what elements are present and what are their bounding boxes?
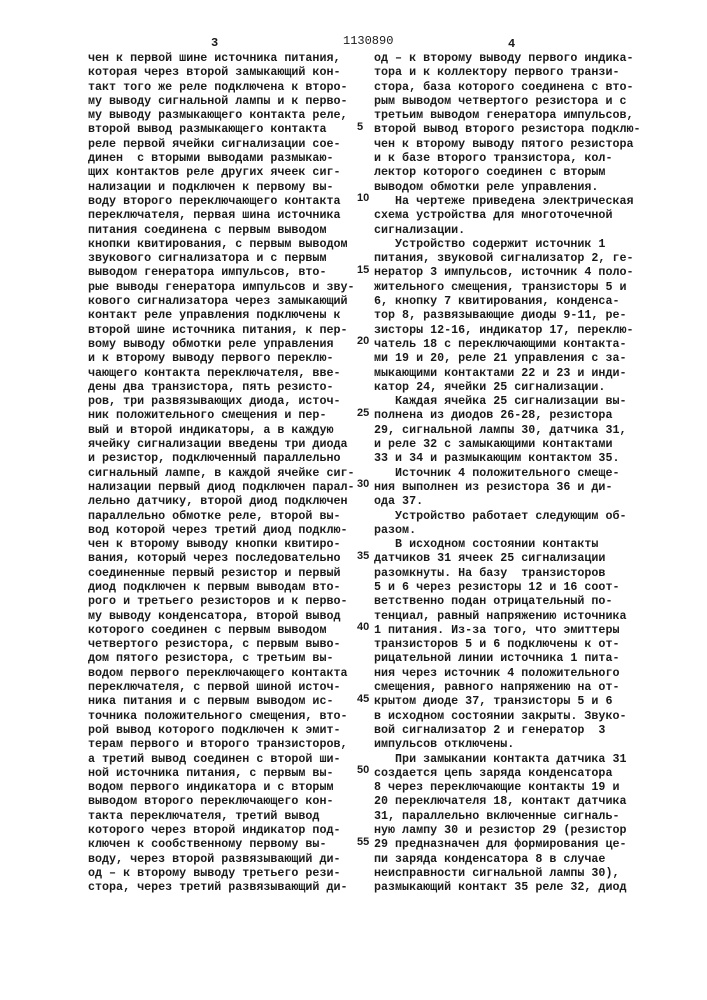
text-line: лектор которого соединен с вторым [374, 165, 641, 179]
text-line: мыкающими контактами 22 и 23 и инди- [374, 366, 641, 380]
text-line: вод которой через третий диод подклю- [88, 523, 355, 537]
text-line: 1 питания. Из-за того, что эмиттеры [374, 623, 641, 637]
text-line: контакт реле управления подключены к [88, 308, 355, 322]
text-line: му выводу размыкающего контакта реле, [88, 108, 355, 122]
text-line: ния выполнен из резистора 36 и ди- [374, 480, 641, 494]
text-line: рицательной линии источника 1 пита- [374, 651, 641, 665]
line-number: 35 [357, 550, 369, 562]
text-line: Источник 4 положительного смеще- [374, 466, 641, 480]
patent-number: 1130890 [343, 34, 393, 48]
line-number: 25 [357, 407, 369, 419]
text-line: разомкнуты. На базу транзисторов [374, 566, 641, 580]
text-line: параллельно обмотке реле, второй вы- [88, 509, 355, 523]
text-line: второй шине источника питания, к пер- [88, 323, 355, 337]
page-number-right: 4 [508, 37, 515, 51]
text-line: Устройство работает следующим об- [374, 509, 641, 523]
text-line: диод подключен к первым выводам вто- [88, 580, 355, 594]
text-line: нератор 3 импульсов, источник 4 поло- [374, 265, 641, 279]
line-number: 20 [357, 335, 369, 347]
text-line: му выводу сигнальной лампы и к перво- [88, 94, 355, 108]
text-line: вой сигнализатор 2 и генератор 3 [374, 723, 641, 737]
text-line: третьим выводом генератора импульсов, [374, 108, 641, 122]
text-line: нализации первый диод подключен парал- [88, 480, 355, 494]
text-line: рые выводы генератора импульсов и зву- [88, 280, 355, 294]
text-line: вания, который через последовательно [88, 551, 355, 565]
text-line: питания соединена с первым выводом [88, 223, 355, 237]
text-line: размыкающий контакт 35 реле 32, диод [374, 880, 641, 894]
text-line: и резистор, подключенный параллельно [88, 451, 355, 465]
text-line: чающего контакта переключателя, вве- [88, 366, 355, 380]
text-line: нализации и подключен к первому вы- [88, 180, 355, 194]
text-line: зисторы 12-16, индикатор 17, переклю- [374, 323, 641, 337]
text-line: и реле 32 с замыкающими контактами [374, 437, 641, 451]
text-line: му выводу конденсатора, второй вывод [88, 609, 355, 623]
text-line: дены два транзистора, пять резисто- [88, 380, 355, 394]
text-line: сигнализации. [374, 223, 641, 237]
text-line: 6, кнопку 7 квитирования, конденса- [374, 294, 641, 308]
text-line: которого соединен с первым выводом [88, 623, 355, 637]
text-line: ную лампу 30 и резистор 29 (резистор [374, 823, 641, 837]
text-line: рым выводом четвертого резистора и с [374, 94, 641, 108]
text-line: разом. [374, 523, 641, 537]
text-line: импульсов отключены. [374, 737, 641, 751]
text-line: чен к второму выводу пятого резистора [374, 137, 641, 151]
text-line: датчиков 31 ячеек 25 сигнализации [374, 551, 641, 565]
text-line: Устройство содержит источник 1 [374, 237, 641, 251]
line-number: 5 [357, 121, 363, 133]
text-line: од – к второму выводу третьего рези- [88, 866, 355, 880]
text-line: ров, три развязывающих диода, источ- [88, 394, 355, 408]
text-line: которого через второй индикатор под- [88, 823, 355, 837]
text-line: пи заряда конденсатора 8 в случае [374, 852, 641, 866]
text-line: схема устройства для многоточечной [374, 208, 641, 222]
text-line: На чертеже приведена электрическая [374, 194, 641, 208]
text-line: четвертого резистора, с первым выво- [88, 637, 355, 651]
text-line: водом первого индикатора и с вторым [88, 780, 355, 794]
page-number-left: 3 [211, 36, 218, 50]
text-line: рой вывод которого подключен к эмит- [88, 723, 355, 737]
text-line: в исходном состоянии закрыты. Звуко- [374, 709, 641, 723]
text-line: переключателя, с первой шиной источ- [88, 680, 355, 694]
text-line: ветственно подан отрицательный по- [374, 594, 641, 608]
text-line: выводом обмотки реле управления. [374, 180, 641, 194]
text-line: щих контактов реле других ячеек сиг- [88, 165, 355, 179]
line-number: 40 [357, 621, 369, 633]
text-line: второй вывод второго резистора подклю- [374, 122, 641, 136]
text-line: сигнальный лампе, в каждой ячейке сиг- [88, 466, 355, 480]
line-number: 15 [357, 264, 369, 276]
text-line: ной источника питания, с первым вы- [88, 766, 355, 780]
text-line: выводом второго переключающего кон- [88, 794, 355, 808]
line-number: 45 [357, 693, 369, 705]
text-line: 8 через переключающие контакты 19 и [374, 780, 641, 794]
text-line: чатель 18 с переключающими контакта- [374, 337, 641, 351]
text-line: 31, параллельно включенные сигналь- [374, 809, 641, 823]
text-line: ник положительного смещения и пер- [88, 408, 355, 422]
text-line: и к базе второго транзистора, кол- [374, 151, 641, 165]
text-line: выводом генератора импульсов, вто- [88, 265, 355, 279]
text-line: вый и второй индикаторы, а в каждую [88, 423, 355, 437]
text-line: питания, звуковой сигнализатор 2, ге- [374, 251, 641, 265]
text-line: кового сигнализатора через замыкающий [88, 294, 355, 308]
text-line: ника питания и с первым выводом ис- [88, 694, 355, 708]
text-line: стора, база которого соединена с вто- [374, 80, 641, 94]
text-line: ния через источник 4 положительного [374, 666, 641, 680]
left-column [88, 51, 355, 895]
text-line: 5 и 6 через резисторы 12 и 16 соот- [374, 580, 641, 594]
text-line: такт того же реле подключена к второ- [88, 80, 355, 94]
text-line: смещения, равного напряжению на от- [374, 680, 641, 694]
text-line: 33 и 34 и размыкающим контактом 35. [374, 451, 641, 465]
text-line: ключен к сообственному первому вы- [88, 837, 355, 851]
text-line: чен к второму выводу кнопки квитиро- [88, 537, 355, 551]
text-line: звукового сигнализатора и с первым [88, 251, 355, 265]
text-line: воду второго переключающего контакта [88, 194, 355, 208]
line-number: 50 [357, 764, 369, 776]
text-line: и к второму выводу первого переклю- [88, 351, 355, 365]
text-line: динен с вторыми выводами размыкаю- [88, 151, 355, 165]
text-line: а третий вывод соединен с второй ши- [88, 752, 355, 766]
text-line: реле первой ячейки сигнализации сое- [88, 137, 355, 151]
text-line: тор 8, развязывающие диоды 9-11, ре- [374, 308, 641, 322]
text-line: рого и третьего резисторов и к перво- [88, 594, 355, 608]
text-line: создается цепь заряда конденсатора [374, 766, 641, 780]
text-line: ми 19 и 20, реле 21 управления с за- [374, 351, 641, 365]
text-line: жительного смещения, транзисторы 5 и [374, 280, 641, 294]
line-number: 30 [357, 478, 369, 490]
text-line: кнопки квитирования, с первым выводом [88, 237, 355, 251]
text-line: 29, сигнальной лампы 30, датчика 31, [374, 423, 641, 437]
text-line: тора и к коллектору первого транзи- [374, 65, 641, 79]
text-line: точника положительного смещения, вто- [88, 709, 355, 723]
text-line: лельно датчику, второй диод подключен [88, 494, 355, 508]
text-line: второй вывод размыкающего контакта [88, 122, 355, 136]
text-line: ода 37. [374, 494, 641, 508]
text-line: В исходном состоянии контакты [374, 537, 641, 551]
text-line: транзисторов 5 и 6 подключены к от- [374, 637, 641, 651]
line-number: 55 [357, 836, 369, 848]
text-line: ячейку сигнализации введены три диода [88, 437, 355, 451]
text-line: неисправности сигнальной лампы 30), [374, 866, 641, 880]
text-line: терам первого и второго транзисторов, [88, 737, 355, 751]
text-line: воду, через второй развязывающий ди- [88, 852, 355, 866]
text-line: вому выводу обмотки реле управления [88, 337, 355, 351]
text-line: При замыкании контакта датчика 31 [374, 752, 641, 766]
text-line: тенциал, равный напряжению источника [374, 609, 641, 623]
line-number: 10 [357, 192, 369, 204]
text-line: катор 24, ячейки 25 сигнализации. [374, 380, 641, 394]
text-line: которая через второй замыкающий кон- [88, 65, 355, 79]
right-column [374, 51, 641, 895]
text-line: 29 предназначен для формирования це- [374, 837, 641, 851]
text-line: переключателя, первая шина источника [88, 208, 355, 222]
text-line: водом первого переключающего контакта [88, 666, 355, 680]
text-line: 20 переключателя 18, контакт датчика [374, 794, 641, 808]
text-line: чен к первой шине источника питания, [88, 51, 355, 65]
text-line: од – к второму выводу первого индика- [374, 51, 641, 65]
text-line: Каждая ячейка 25 сигнализации вы- [374, 394, 641, 408]
text-line: соединенные первый резистор и первый [88, 566, 355, 580]
text-line: дом пятого резистора, с третьим вы- [88, 651, 355, 665]
text-line: крытом диоде 37, транзисторы 5 и 6 [374, 694, 641, 708]
text-line: полнена из диодов 26-28, резистора [374, 408, 641, 422]
text-line: стора, через третий развязывающий ди- [88, 880, 355, 894]
text-line: такта переключателя, третий вывод [88, 809, 355, 823]
